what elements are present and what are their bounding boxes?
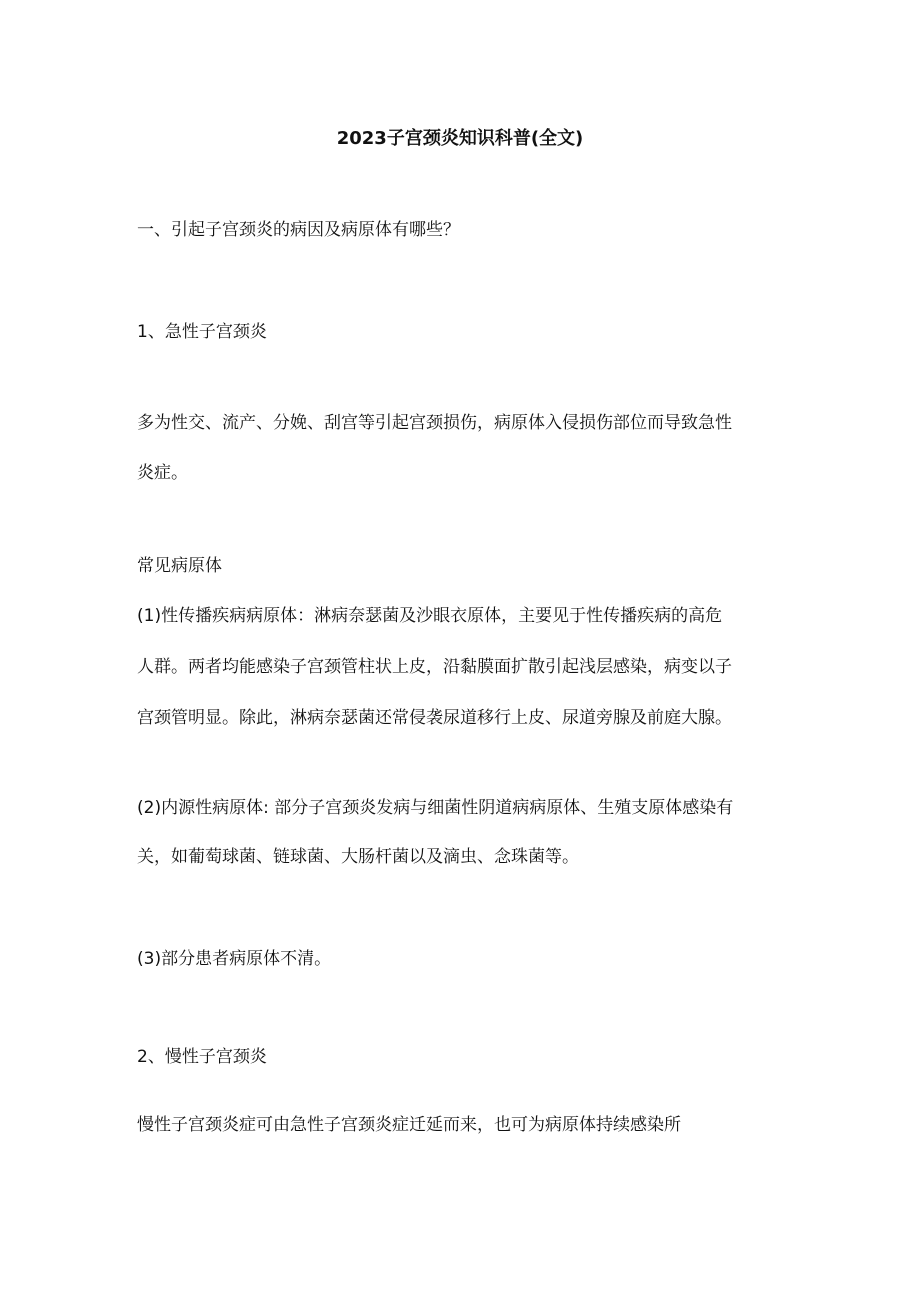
paragraph-acute-line-1: 多为性交、流产、分娩、刮宫等引起宫颈损伤，病原体入侵损伤部位而导致急性 (137, 413, 732, 433)
subheading-chronic-cervicitis: 2、慢性子宫颈炎 (137, 1047, 267, 1067)
paragraph-endogenous-line-1: (2)内源性病原体: 部分子宫颈炎发病与细菌性阴道病病原体、生殖支原体感染有 (137, 798, 734, 818)
paragraph-endogenous-line-2: 关，如葡萄球菌、链球菌、大肠杆菌以及滴虫、念珠菌等。 (137, 847, 579, 867)
paragraph-std-pathogens-line-3: 宫颈管明显。除此，淋病奈瑟菌还常侵袭尿道移行上皮、尿道旁腺及前庭大腺。 (137, 708, 732, 728)
paragraph-std-pathogens-line-1: (1)性传播疾病病原体：淋病奈瑟菌及沙眼衣原体，主要见于性传播疾病的高危 (137, 606, 723, 626)
paragraph-chronic-line-1: 慢性子宫颈炎症可由急性子宫颈炎症迁延而来，也可为病原体持续感染所 (137, 1115, 681, 1135)
paragraph-acute-line-2: 炎症。 (137, 463, 188, 483)
section-heading-causes: 一、引起子宫颈炎的病因及病原体有哪些？ (137, 220, 460, 240)
document-title: 2023子宫颈炎知识科普(全文) (336, 128, 584, 149)
subheading-common-pathogens: 常见病原体 (137, 556, 222, 576)
paragraph-std-pathogens-line-2: 人群。两者均能感染子宫颈管柱状上皮，沿黏膜面扩散引起浅层感染，病变以子 (137, 657, 732, 677)
paragraph-unknown-pathogens: (3)部分患者病原体不清。 (137, 949, 332, 969)
subheading-acute-cervicitis: 1、急性子宫颈炎 (137, 322, 267, 342)
